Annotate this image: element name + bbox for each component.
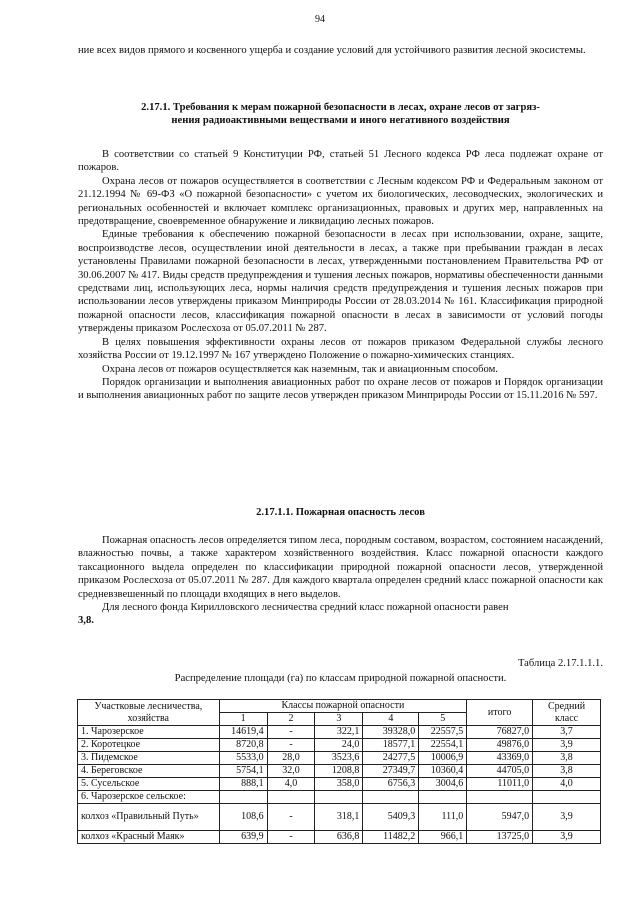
table-cell: 3004,6 <box>419 778 467 791</box>
table-row <box>78 739 601 752</box>
header-class-cell: 4 <box>363 713 419 726</box>
table-cell: 8720,8 <box>219 739 267 752</box>
fire-hazard-table <box>77 699 601 844</box>
table-cell: 32,0 <box>267 765 315 778</box>
table-cell: 322,1 <box>315 726 363 739</box>
table-cell: 318,1 <box>315 804 363 831</box>
table-cell: 39328,0 <box>363 726 419 739</box>
table-cell: 1208,8 <box>315 765 363 778</box>
table-cell: 111,0 <box>419 804 467 831</box>
table-cell: 22554,1 <box>419 739 467 752</box>
table-label: Таблица 2.17.1.1.1. <box>517 658 603 669</box>
table-cell: 28,0 <box>267 752 315 765</box>
table-cell: 43369,0 <box>467 752 533 765</box>
table-cell <box>315 791 363 804</box>
average-class-value: 3,8. <box>78 615 94 627</box>
subsection-heading: 2.17.1.1. Пожарная опасность лесов <box>256 507 425 518</box>
table-cell: 358,0 <box>315 778 363 791</box>
paragraph: В целях повышения эффективности охраны лесов от пожаров приказом Федеральной службы лесного хозяйства России от 19.12.1997 № 167 утверждено Положение о пожарно-химических станциях. <box>78 336 603 362</box>
header-class-cell: 3 <box>315 713 363 726</box>
header-total: итого <box>467 700 533 726</box>
header-average-class: Средний класс <box>533 700 601 726</box>
table-cell: - <box>267 726 315 739</box>
table-row <box>78 726 601 739</box>
table-row <box>78 778 601 791</box>
table-cell: - <box>267 739 315 752</box>
table-cell: 76827,0 <box>467 726 533 739</box>
table-cell <box>533 791 601 804</box>
header-class-cell: 5 <box>419 713 467 726</box>
table-cell: 3,9 <box>533 804 601 831</box>
table-cell <box>419 791 467 804</box>
table-cell: 44705,0 <box>467 765 533 778</box>
row-label-cell: 2. Коротецкое <box>78 739 220 752</box>
subsection-body <box>78 534 603 628</box>
table-cell: 3,7 <box>533 726 601 739</box>
table-row <box>78 765 601 778</box>
paragraph: Охрана лесов от пожаров осуществляется в соответствии с Лесным кодексом РФ и Федеральным законом от 21.12.1994 № 69-ФЗ «О пожарной безопасности» с учетом их биологических, лесоводческих, экологических и региональных особенностей и включает комплекс организационных, правовых и других мер, направленных на предотвращение, своевременное обнаружение и ликвидацию лесных пожаров. <box>78 175 603 228</box>
table-cell: - <box>267 804 315 831</box>
table-cell: 108,6 <box>219 804 267 831</box>
intro-text: ние всех видов прямого и косвенного ущерба и создание условий для устойчивого развития лесной экосистемы. <box>78 45 586 56</box>
table-cell <box>363 791 419 804</box>
table-cell: - <box>267 831 315 844</box>
table-cell: 5409,3 <box>363 804 419 831</box>
table-cell: 5754,1 <box>219 765 267 778</box>
section-heading-line2: нения радиоактивными веществами и иного негативного воздействия <box>171 115 510 127</box>
table-cell: 3523,6 <box>315 752 363 765</box>
paragraph: Пожарная опасность лесов определяется типом леса, породным составом, возрастом, состоянием насаждений, влажностью почвы, а также характером хозяйственного воздействия. Класс пожарной опасности каждого таксационного выдела определен по классификации природной пожарной опасности лесов, утвержденной приказом Рослесхоза от 05.07.2011 № 287. Для каждого квартала определен средний класс пожарной опасности как средневзвешенный по площади входящих в него выделов. <box>78 535 603 600</box>
table-cell: 24277,5 <box>363 752 419 765</box>
table-cell: 5533,0 <box>219 752 267 765</box>
table-cell <box>467 791 533 804</box>
row-label-cell: колхоз «Правильный Путь» <box>78 804 220 831</box>
table-row <box>78 831 601 844</box>
header-forestry: Участковые лесничества, хозяйства <box>78 700 220 726</box>
row-label-cell: 1. Чарозерское <box>78 726 220 739</box>
table-cell: 4,0 <box>533 778 601 791</box>
table-cell: 22557,5 <box>419 726 467 739</box>
header-class-cell: 2 <box>267 713 315 726</box>
table-cell: 18577,1 <box>363 739 419 752</box>
table-cell: 5947,0 <box>467 804 533 831</box>
table-cell: 636,8 <box>315 831 363 844</box>
row-label-cell: 5. Сусельское <box>78 778 220 791</box>
table-cell: 6756,3 <box>363 778 419 791</box>
table-cell: 3,8 <box>533 752 601 765</box>
table-cell: 14619,4 <box>219 726 267 739</box>
table-cell: 11482,2 <box>363 831 419 844</box>
table-cell <box>267 791 315 804</box>
table-cell: 13725,0 <box>467 831 533 844</box>
table-cell: 3,8 <box>533 765 601 778</box>
table-cell: 888,1 <box>219 778 267 791</box>
table-header-row <box>78 700 601 713</box>
table-body <box>78 726 601 844</box>
paragraph: Для лесного фонда Кирилловского лесничества средний класс пожарной опасности равен <box>102 602 509 614</box>
table-cell: 24,0 <box>315 739 363 752</box>
paragraph: Порядок организации и выполнения авиационных работ по охране лесов от пожаров и Порядок организации и выполнения авиационных работ по защите лесов утвержден приказом Минприроды России от 15.11.2016 № 597. <box>78 376 603 402</box>
table-caption: Распределение площади (га) по классам природной пожарной опасности. <box>174 673 507 684</box>
table-cell: 966,1 <box>419 831 467 844</box>
paragraph: В соответствии со статьей 9 Конституции РФ, статьей 51 Лесного кодекса РФ леса подлежат охране от пожаров. <box>78 149 603 174</box>
header-class-cell: 1 <box>219 713 267 726</box>
table-row <box>78 791 601 804</box>
table-cell: 10006,9 <box>419 752 467 765</box>
intro-paragraph <box>78 44 603 57</box>
header-classes-group: Классы пожарной опасности <box>219 700 467 713</box>
table-cell: 639,9 <box>219 831 267 844</box>
table-row <box>78 804 601 831</box>
row-label-cell: 4. Береговское <box>78 765 220 778</box>
table-cell: 10360,4 <box>419 765 467 778</box>
paragraph: Охрана лесов от пожаров осуществляется как наземным, так и авиационным способом. <box>102 363 498 375</box>
row-label-cell: колхоз «Красный Маяк» <box>78 831 220 844</box>
table-cell: 3,9 <box>533 831 601 844</box>
paragraph: Единые требования к обеспечению пожарной безопасности в лесах при использовании, охране, защите, воспроизводстве лесов, осуществлении иной деятельности в лесах, а также при пребывании граждан в лесах установлены Правилами пожарной безопасности в лесах, утвержденными постановлением Правительства РФ от 30.06.2007 № 417. Виды средств предупреждения и тушения лесных пожаров, нормативы обеспеченности данными средствами лиц, использующих леса, нормы наличия средств предупреждения и тушения лесных пожаров при использовании лесов утверждены приказом Минприроды России от 28.03.2014 № 161. Классификация природной пожарной опасности лесов, классификация пожарной опасности в лесах в зависимости от условий погоды утверждены приказом Рослесхоза от 05.07.2011 № 287. <box>78 229 603 335</box>
section-heading <box>78 101 603 128</box>
row-label-cell: 3. Пидемское <box>78 752 220 765</box>
table-row <box>78 752 601 765</box>
table-cell: 27349,7 <box>363 765 419 778</box>
table-cell: 3,9 <box>533 739 601 752</box>
table-cell: 4,0 <box>267 778 315 791</box>
section-heading-line1: 2.17.1. Требования к мерам пожарной безопасности в лесах, охране лесов от загряз- <box>141 102 540 113</box>
table-cell: 49876,0 <box>467 739 533 752</box>
section-body <box>78 148 603 403</box>
table-cell: 11011,0 <box>467 778 533 791</box>
table-cell <box>219 791 267 804</box>
page-number: 94 <box>315 14 325 25</box>
row-label-cell: 6. Чарозерское сельское: <box>78 791 220 804</box>
